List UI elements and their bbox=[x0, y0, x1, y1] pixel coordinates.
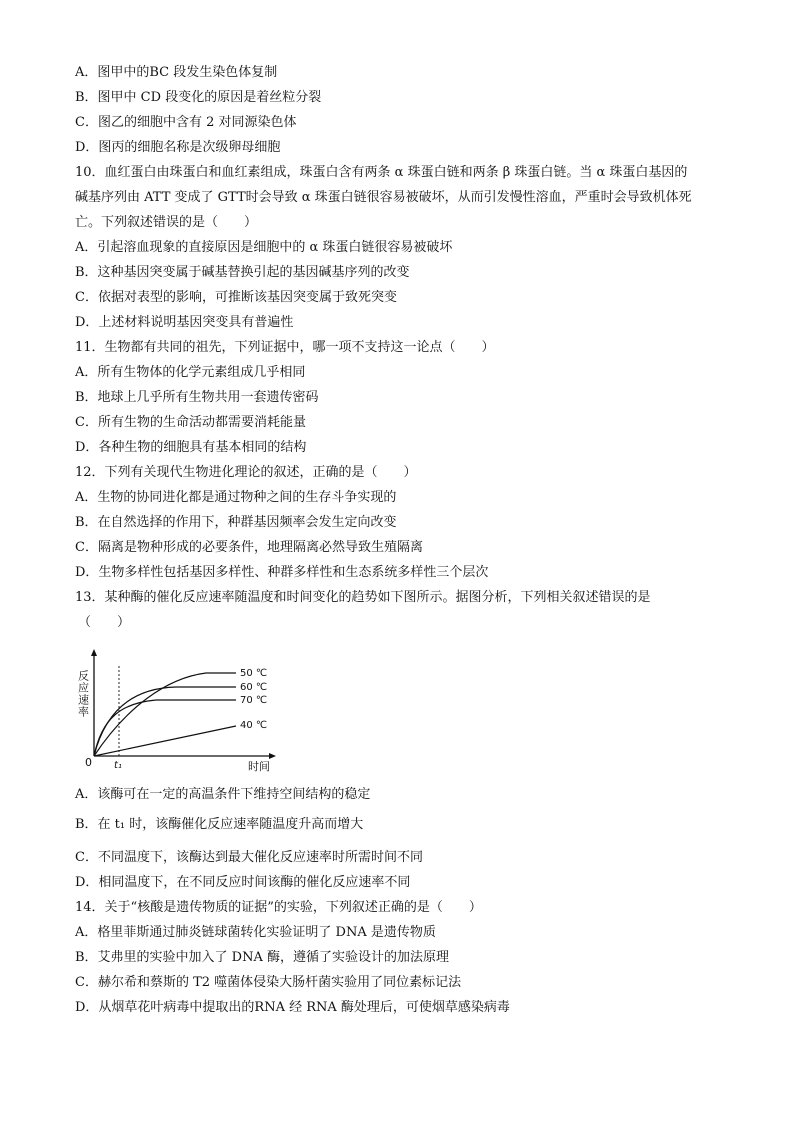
text-line: C．隔离是物种形成的必要条件，地理隔离必然导致生殖隔离 bbox=[75, 540, 423, 555]
y-axis-arrow-icon bbox=[91, 649, 97, 656]
text-line: A．所有生物体的化学元素组成几乎相同 bbox=[75, 365, 306, 380]
series-label-70c: 70 ℃ bbox=[240, 695, 268, 706]
text-line: B．在 t₁ 时，该酶催化反应速率随温度升高而增大 bbox=[75, 817, 364, 832]
text-line: 10．血红蛋白由珠蛋白和血红素组成，珠蛋白含有两条 α 珠蛋白链和两条 β 珠蛋白链。当 α 珠蛋白基因的 bbox=[75, 165, 688, 180]
text-line: C．所有生物的生命活动都需要消耗能量 bbox=[75, 415, 306, 430]
text-line: C．依据对表型的影响，可推断该基因突变属于致死突变 bbox=[75, 290, 397, 305]
text-line: D．生物多样性包括基因多样性、种群多样性和生态系统多样性三个层次 bbox=[75, 565, 489, 580]
series-label-50c: 50 ℃ bbox=[240, 668, 268, 679]
y-axis-label: 反应速率 bbox=[76, 670, 90, 718]
text-line: B．地球上几乎所有生物共用一套遗传密码 bbox=[75, 390, 319, 405]
text-line: D．图丙的细胞名称是次级卵母细胞 bbox=[75, 140, 281, 155]
curve-40c bbox=[94, 726, 236, 756]
x-axis-arrow-icon bbox=[269, 753, 276, 759]
text-line: C．不同温度下，该酶达到最大催化反应速率时所需时间不同 bbox=[75, 850, 423, 865]
text-line: 11．生物都有共同的祖先，下列证据中，哪一项不支持这一论点（ ） bbox=[75, 340, 495, 355]
text-line: 13．某种酶的催化反应速率随温度和时间变化的趋势如下图所示。据图分析，下列相关叙述错误的是 bbox=[75, 590, 651, 605]
x-axis-label: 时间 bbox=[248, 760, 270, 772]
text-line: D．从烟草花叶病毒中提取出的RNA 经 RNA 酶处理后，可使烟草感染病毒 bbox=[75, 1000, 510, 1015]
text-line: C．图乙的细胞中含有 2 对同源染色体 bbox=[75, 115, 297, 130]
text-line: 亡。下列叙述错误的是（ ） bbox=[75, 215, 258, 230]
text-line: B．这种基因突变属于碱基替换引起的基因碱基序列的改变 bbox=[75, 265, 410, 280]
text-line: A．引起溶血现象的直接原因是细胞中的 α 珠蛋白链很容易被破坏 bbox=[75, 240, 453, 255]
text-line: D．上述材料说明基因突变具有普遍性 bbox=[75, 315, 294, 330]
text-line: （ ） bbox=[78, 615, 131, 630]
text-line: A．生物的协同进化都是通过物种之间的生存斗争实现的 bbox=[75, 490, 397, 505]
text-line: D．各种生物的细胞具有基本相同的结构 bbox=[75, 440, 307, 455]
text-line: 碱基序列由 ATT 变成了 GTT时会导致 α 珠蛋白链很容易被破坏，从而引发慢性溶血，严重时会导致机体死 bbox=[75, 190, 692, 205]
series-label-40c: 40 ℃ bbox=[240, 720, 268, 731]
origin-label: 0 bbox=[85, 756, 92, 769]
text-line: A．格里菲斯通过肺炎链球菌转化实验证明了 DNA 是遗传物质 bbox=[75, 925, 436, 940]
text-line: D．相同温度下，在不同反应时间该酶的催化反应速率不同 bbox=[75, 875, 411, 890]
t1-label: t₁ bbox=[114, 760, 122, 771]
text-line: B．图甲中 CD 段变化的原因是着丝粒分裂 bbox=[75, 90, 322, 105]
text-line: A．图甲中的BC 段发生染色体复制 bbox=[75, 65, 278, 80]
curve-60c bbox=[94, 687, 236, 756]
enzyme-rate-chart bbox=[76, 648, 296, 772]
series-label-60c: 60 ℃ bbox=[240, 682, 268, 693]
text-line: A．该酶可在一定的高温条件下维持空间结构的稳定 bbox=[75, 787, 371, 802]
text-line: B．艾弗里的实验中加入了 DNA 酶，遵循了实验设计的加法原理 bbox=[75, 950, 450, 965]
text-line: 12．下列有关现代生物进化理论的叙述，正确的是（ ） bbox=[75, 465, 417, 480]
text-line: C．赫尔希和蔡斯的 T2 噬菌体侵染大肠杆菌实验用了同位素标记法 bbox=[75, 975, 462, 990]
text-line: 14．关于“核酸是遗传物质的证据”的实验，下列叙述正确的是（ ） bbox=[75, 900, 482, 915]
text-line: B．在自然选择的作用下，种群基因频率会发生定向改变 bbox=[75, 515, 397, 530]
